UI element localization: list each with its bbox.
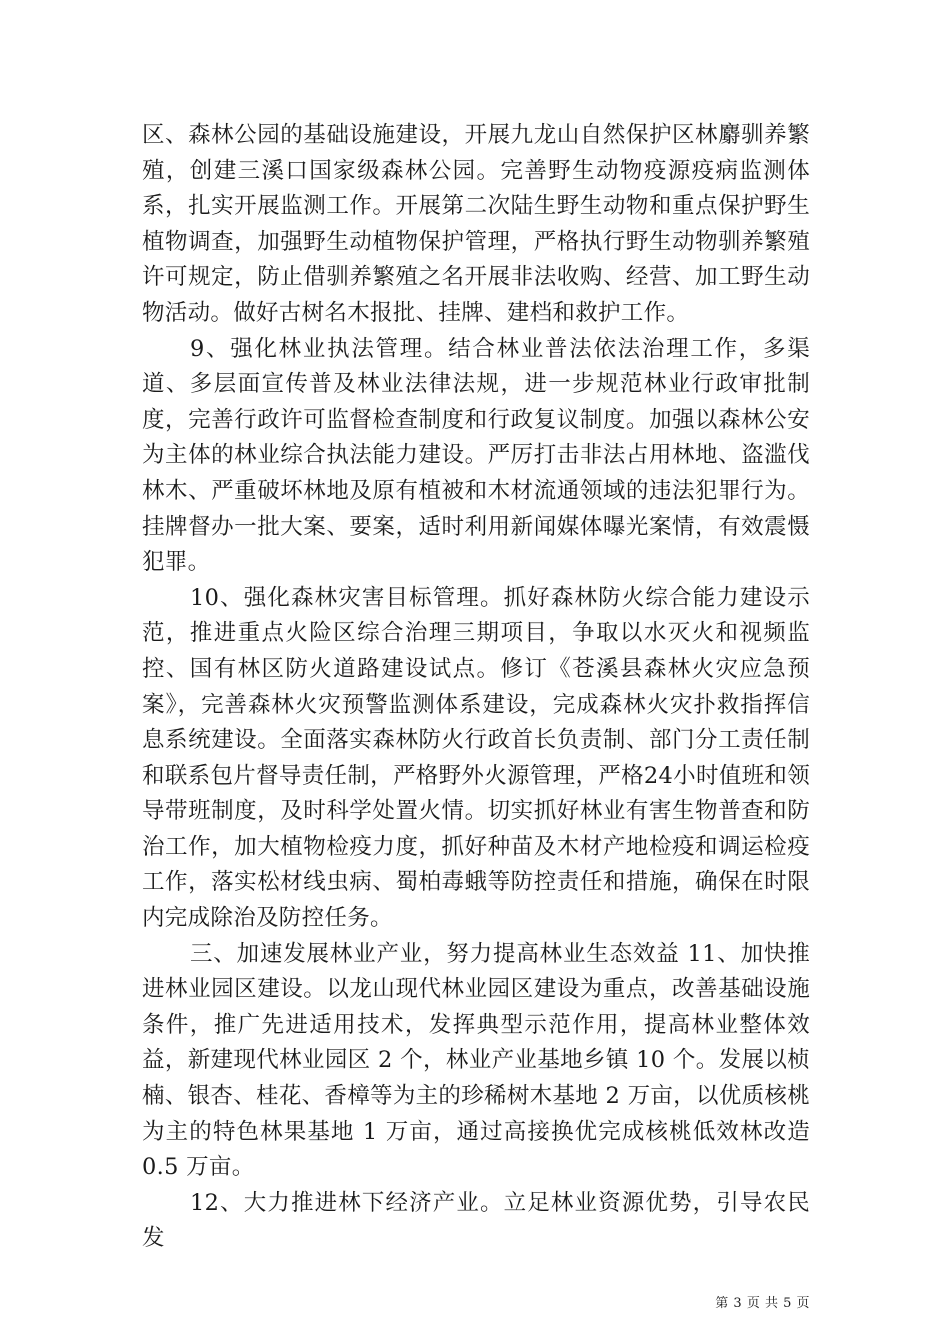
paragraph-item-10: 10、强化森林灾害目标管理。抓好森林防火综合能力建设示范，推进重点火险区综合治理三期项目，争取以水灭火和视频监控、国有林区防火道路建设试点。修订《苍溪县森林火灾应急预案》，完善森林火灾预警监测体系建设，完成森林火灾扑救指挥信息系统建设。全面落实森林防火行政首长负责制、部门分工责任制和联系包片督导责任制，严格野外火源管理，严格24小时值班和领导带班制度，及时科学处置火情。切实抓好林业有害生物普查和防治工作，加大植物检疫力度，抓好种苗及木材产地检疫和调运检疫工作，落实松材线虫病、蜀柏毒蛾等防控责任和措施，确保在时限内完成除治及防控任务。 <box>142 584 810 932</box>
paragraph-section-3: 三、加速发展林业产业，努力提高林业生态效益 11、加快推进林业园区建设。以龙山现代林业园区建设为重点，改善基础设施条件，推广先进适用技术，发挥典型示范作用，提高林业整体效益，新建现代林业园区 2 个，林业产业基地乡镇 10 个。发展以桢楠、银杏、桂花、香樟等为主的珍稀树木基地 2 万亩，以优质核桃为主的特色林果基地 1 万亩，通过高接换优完成核桃低效林改造 0.5 万亩。 <box>142 940 810 1181</box>
document-body <box>142 118 810 1257</box>
paragraph-item-12: 12、大力推进林下经济产业。立足林业资源优势，引导农民发 <box>142 1189 810 1252</box>
paragraph-item-9: 9、强化林业执法管理。结合林业普法依法治理工作，多渠道、多层面宣传普及林业法律法规，进一步规范林业行政审批制度，完善行政许可监督检查制度和行政复议制度。加强以森林公安为主体的林业综合执法能力建设。严厉打击非法占用林地、盗滥伐林木、严重破坏林地及原有植被和木材流通领域的违法犯罪行为。挂牌督办一批大案、要案，适时利用新闻媒体曝光案情，有效震慑犯罪。 <box>142 335 810 576</box>
paragraph-continuation: 区、森林公园的基础设施建设，开展九龙山自然保护区林麝驯养繁殖，创建三溪口国家级森林公园。完善野生动物疫源疫病监测体系，扎实开展监测工作。开展第二次陆生野生动物和重点保护野生植物调查，加强野生动植物保护管理，严格执行野生动物驯养繁殖许可规定，防止借驯养繁殖之名开展非法收购、经营、加工野生动物活动。做好古树名木报批、挂牌、建档和救护工作。 <box>142 122 810 326</box>
page-number: 第 3 页 共 5 页 <box>715 1296 810 1311</box>
